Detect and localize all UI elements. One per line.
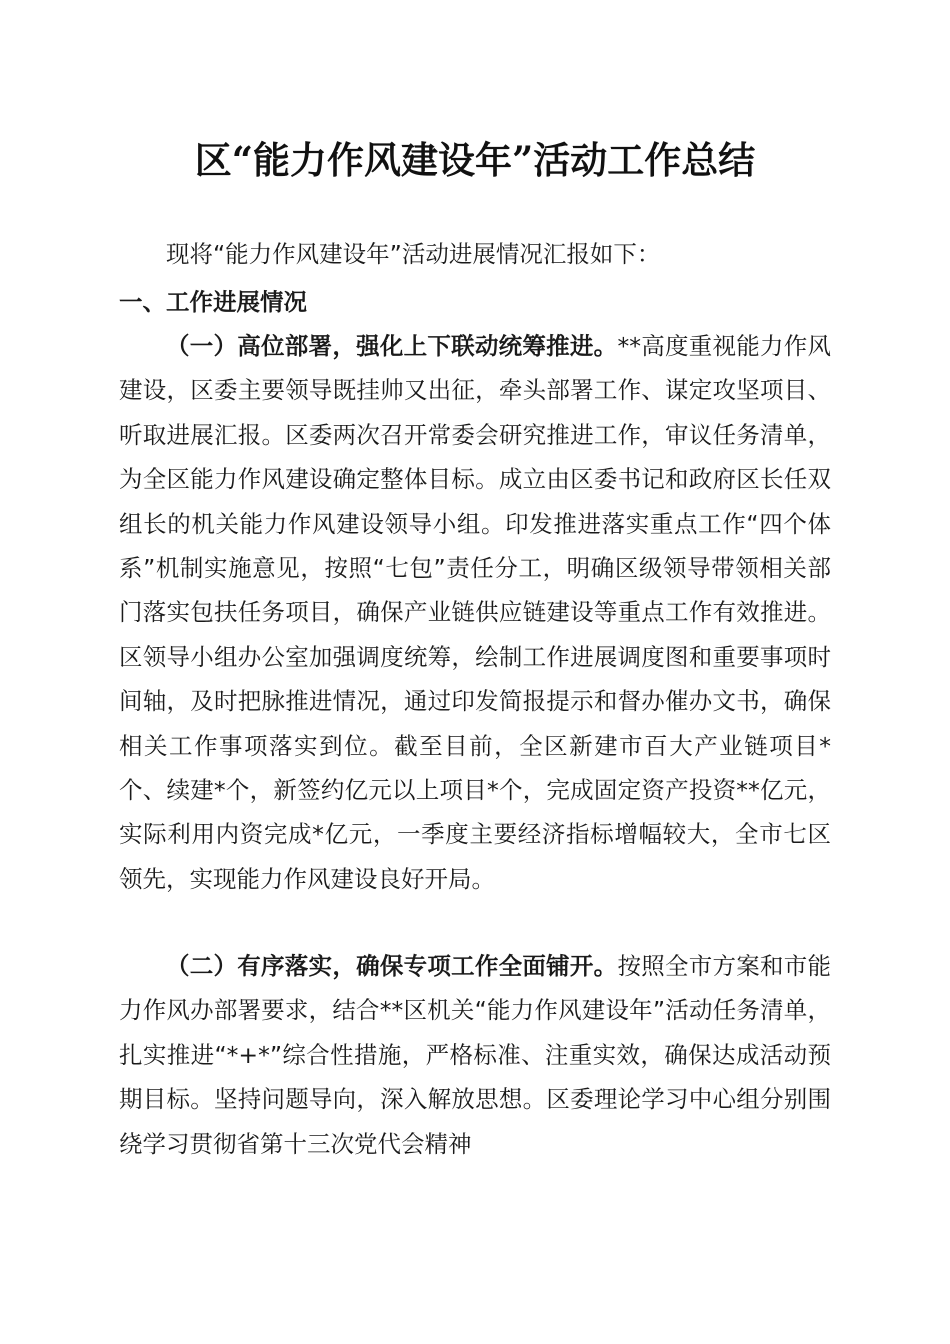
paragraph-1-lead: （一）高位部署，强化上下联动统筹推进。 bbox=[166, 332, 618, 360]
paragraph-2-body: 按照全市方案和市能力作风办部署要求，结合**区机关“能力作风建设年”活动任务清单，扎实推进“*+*”综合性措施，严格标准、注重实效，确保达成活动预期目标。坚持问题导向，深入解放思想。区委理论学习中心组分别围绕学习贯彻省第十三次党代会精神 bbox=[119, 952, 832, 1158]
paragraph-2-lead: （二）有序落实，确保专项工作全面铺开。 bbox=[166, 952, 618, 980]
paragraph-1-body: **高度重视能力作风建设，区委主要领导既挂帅又出征，牵头部署工作、谋定攻坚项目、听取进展汇报。区委两次召开常委会研究推进工作，审议任务清单，为全区能力作风建设确定整体目标。成立由区委书记和政府区长任双组长的机关能力作风建设领导小组。印发推进落实重点工作“四个体系”机制实施意见，按照“七包”责任分工，明确区级领导带领相关部门落实包扶任务项目，确保产业链供应链建设等重点工作有效推进。区领导小组办公室加强调度统筹，绘制工作进展调度图和重要事项时间轴，及时把脉推进情况，通过印发简报提示和督办催办文书，确保相关工作事项落实到位。截至目前，全区新建市百大产业链项目*个、续建*个，新签约亿元以上项目*个，完成固定资产投资**亿元，实际利用内资完成*亿元，一季度主要经济指标增幅较大，全市七区领先，实现能力作风建设良好开局。 bbox=[119, 332, 832, 893]
paragraph-2 bbox=[119, 944, 831, 1166]
paragraph-1 bbox=[119, 324, 831, 901]
document-title: 区“能力作风建设年”活动工作总结 bbox=[194, 138, 756, 182]
intro-paragraph: 现将“能力作风建设年”活动进展情况汇报如下： bbox=[166, 240, 661, 268]
section-heading: 一、工作进展情况 bbox=[119, 288, 307, 316]
